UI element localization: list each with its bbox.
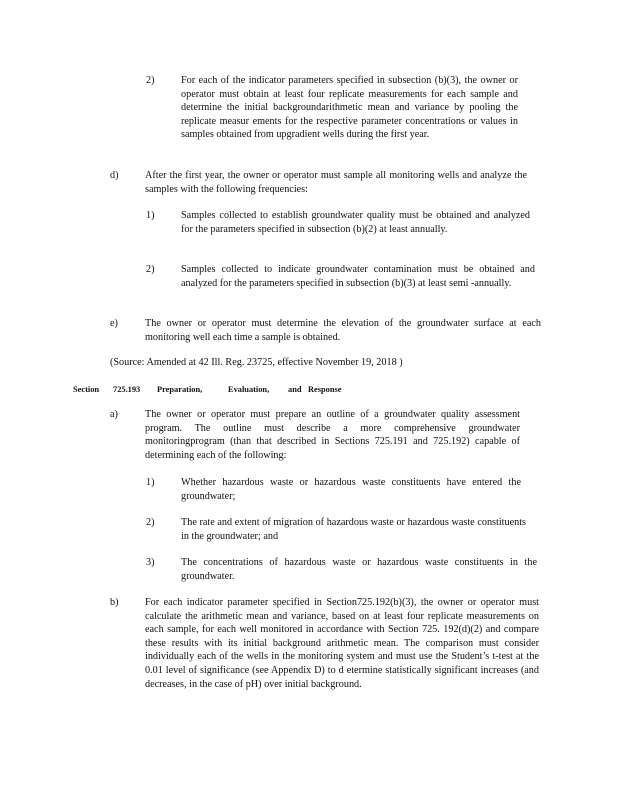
section-title-word: Response bbox=[308, 385, 342, 394]
item-label: 2) bbox=[146, 517, 155, 528]
section-title-word: and bbox=[288, 385, 302, 394]
item-text: The rate and extent of migration of hazardous waste or hazardous waste constituents in the groundwater; and bbox=[181, 517, 526, 542]
item-label: 1) bbox=[146, 477, 155, 488]
item-label: 1) bbox=[146, 210, 155, 221]
item-text: Samples collected to establish groundwater quality must be obtained and analyzed for the parameters specified in subsection (b)(2) at least annually. bbox=[181, 210, 530, 235]
item-label: d) bbox=[110, 170, 119, 181]
item-text: The owner or operator must determine the elevation of the groundwater surface at each monitoring well each time a sample is obtained. bbox=[145, 318, 541, 343]
item-label: 2) bbox=[146, 75, 155, 86]
section-title-word: Preparation, bbox=[157, 385, 203, 394]
item-label: a) bbox=[110, 409, 118, 420]
section-number: 725.193 bbox=[113, 385, 141, 394]
item-label: 2) bbox=[146, 264, 155, 275]
item-label: 3) bbox=[146, 557, 155, 568]
item-text: For each of the indicator parameters specified in subsection (b)(3), the owner or operator must obtain at least four replicate measurements for each sample and determine the initial backgroundarithmetic mean and variance by pooling the replicate measur ements for the respective parameter concentrations or values in samples obtained from upgradient wells during the first year. bbox=[181, 75, 518, 141]
section-word: Section bbox=[73, 385, 100, 394]
item-text: Whether hazardous waste or hazardous waste constituents have entered the groundwater; bbox=[181, 477, 521, 502]
item-text: The owner or operator must prepare an outline of a groundwater quality assessment program. The outline must describe a more comprehensive groundwater monitoringprogram (than that described in Sections 725.191 and 725.192) capable of determining each of the following: bbox=[145, 409, 520, 461]
item-label: b) bbox=[110, 597, 119, 608]
section-title-word: Evaluation, bbox=[228, 385, 270, 394]
item-text: Samples collected to indicate groundwater contamination must be obtained and analyzed for the parameters specified in subsection (b)(3) at least semi -annually. bbox=[181, 264, 535, 289]
item-label: e) bbox=[110, 318, 118, 329]
item-text: For each indicator parameter specified in Section725.192(b)(3), the owner or operator must calculate the arithmetic mean and variance, based on at least four replicate measurements on each sample, for each well monitored in accordance with Section 725. 192(d)(2) and compare these results with its initial background arithmetic mean. The comparison must consider individually each of the wells in the monitoring system and must use the Student’s t-test at the 0.01 level of significance (see Appendix D) to d etermine statistically significant increases (and decreases, in the case of pH) over initial background. bbox=[145, 597, 539, 690]
item-text: After the first year, the owner or operator must sample all monitoring wells and analyze the samples with the following frequencies: bbox=[145, 170, 527, 195]
source-note: (Source: Amended at 42 Ill. Reg. 23725, effective November 19, 2018 ) bbox=[110, 357, 403, 368]
item-text: The concentrations of hazardous waste or hazardous waste constituents in the groundwater. bbox=[181, 557, 537, 582]
